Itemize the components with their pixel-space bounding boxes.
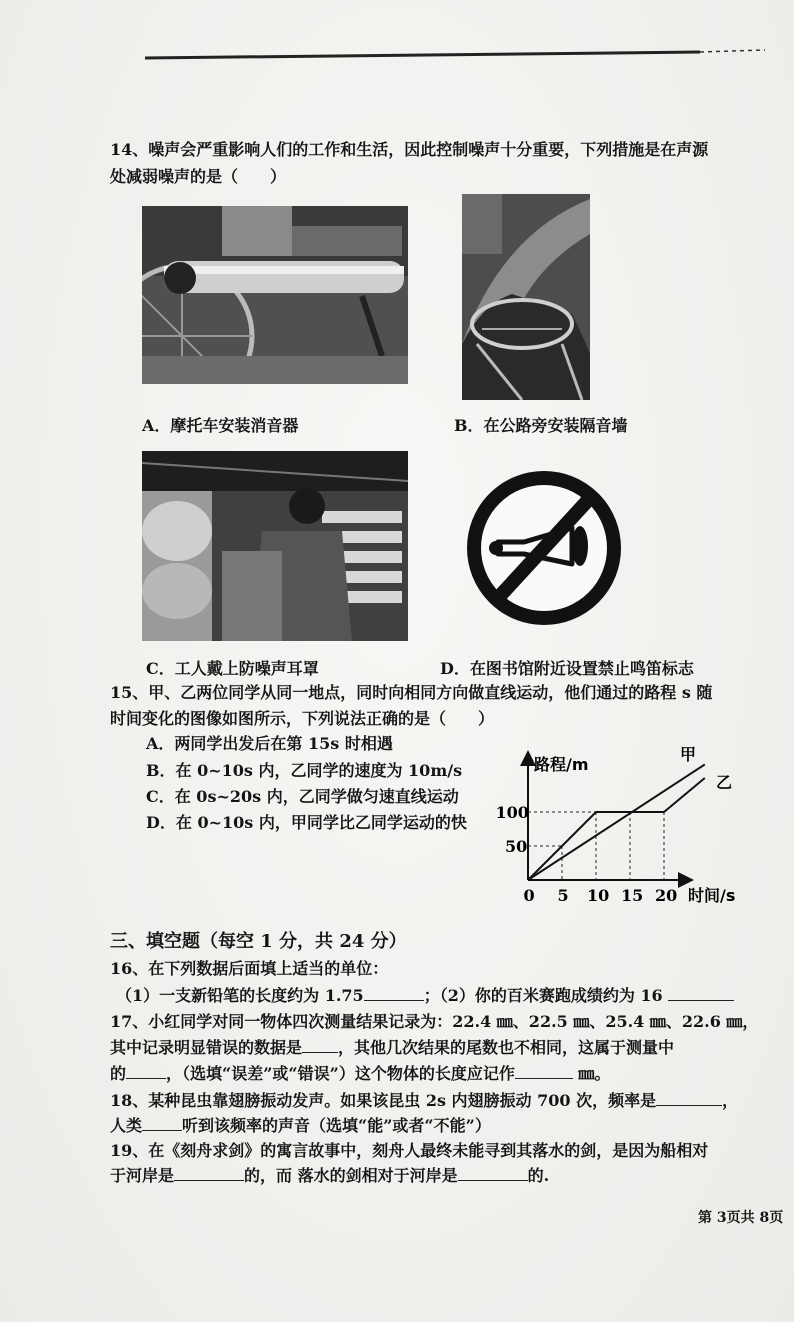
distance-time-chart xyxy=(490,740,750,910)
x-tick-5: 5 xyxy=(557,886,569,905)
q16-stem: 16、在下列数据后面填上适当的单位： xyxy=(110,959,389,978)
series-line-1 xyxy=(528,778,705,880)
page-number: 第 3页共 8页 xyxy=(698,1210,784,1226)
q16-blank-2[interactable] xyxy=(668,986,734,1001)
q16-part1: （1）一支新铅笔的长度约为 1.75 xyxy=(116,986,364,1005)
q15-option-a: A．两同学出发后在第 15s 时相遇 xyxy=(146,734,393,753)
q14-option-c: C．工人戴上防噪声耳罩 xyxy=(146,659,319,678)
q17-blank-1[interactable] xyxy=(302,1038,338,1053)
q14-option-d: D．在图书馆附近设置禁止鸣笛标志 xyxy=(440,659,694,678)
q15-option-c: C．在 0s~20s 内，乙同学做匀速直线运动 xyxy=(146,787,459,806)
q18-text-d: 听到该频率的声音（选填“能”或者“不能”） xyxy=(182,1116,491,1135)
q15-stem-line1: 15、甲、乙两位同学从同一地点，同时向相同方向做直线运动，他们通过的路程 s 随 xyxy=(110,683,713,702)
q17-text-e: ㎜。 xyxy=(578,1064,611,1083)
q18-blank-2[interactable] xyxy=(142,1116,182,1131)
q19-blank-2[interactable] xyxy=(458,1166,528,1181)
q19-line2 xyxy=(110,1166,549,1186)
q16-blank-1[interactable] xyxy=(364,986,424,1001)
y-axis-label: 路程/m xyxy=(534,755,589,774)
q17-text-a: 其中记录明显错误的数据是 xyxy=(110,1038,303,1057)
section-3-title: 三、填空题（每空 1 分，共 24 分） xyxy=(110,931,407,952)
q18-blank-1[interactable] xyxy=(656,1091,722,1106)
q17-text-d: ，（选填“误差”或“错误”）这个物体的长度应记作 xyxy=(166,1064,515,1083)
q14-option-a: A．摩托车安装消音器 xyxy=(142,416,299,435)
q15-option-b: B．在 0~10s 内，乙同学的速度为 10m/s xyxy=(146,761,463,780)
x-tick-0: 0 xyxy=(523,886,535,905)
q19-blank-1[interactable] xyxy=(174,1166,244,1181)
q17-blank-2[interactable] xyxy=(126,1064,166,1079)
q17-line1: 17、小红同学对同一物体四次测量结果记录为：22.4 ㎜、22.5 ㎜、25.4 ㎜、22.6 ㎜， xyxy=(110,1012,759,1031)
q19-line1: 19、在《刻舟求剑》的寓言故事中，刻舟人最终未能寻到其落水的剑，是因为船相对 xyxy=(110,1141,709,1160)
q17-blank-3[interactable] xyxy=(515,1064,573,1079)
q18-line2 xyxy=(110,1116,491,1136)
q18-text-a: 18、某种昆虫靠翅膀振动发声。如果该昆虫 2s 内翅膀振动 700 次，频率是 xyxy=(110,1091,657,1110)
y-tick-100: 100 xyxy=(495,803,529,822)
x-tick-15: 15 xyxy=(621,886,644,905)
q19-text-c: 的. xyxy=(527,1166,550,1185)
q16-line xyxy=(116,986,734,1006)
x-axis-label: 时间/s xyxy=(688,886,736,905)
y-tick-50: 50 xyxy=(505,837,528,856)
header-rule xyxy=(140,40,770,70)
motorcycle-muffler-photo xyxy=(142,206,408,384)
q15-option-d: D．在 0~10s 内，甲同学比乙同学运动的快 xyxy=(146,813,467,832)
q18-text-c: 人类 xyxy=(110,1116,143,1135)
factory-worker-photo xyxy=(142,451,408,641)
q18-text-b: ， xyxy=(722,1091,739,1110)
q19-text-a: 于河岸是 xyxy=(110,1166,175,1185)
series-line-0 xyxy=(528,764,705,880)
q16-part2: ；（2）你的百米赛跑成绩约为 16 xyxy=(423,986,663,1005)
x-tick-20: 20 xyxy=(655,886,678,905)
series-label-jia: 甲 xyxy=(680,745,697,764)
noise-barrier-photo xyxy=(462,194,590,400)
q17-text-c: 的 xyxy=(110,1064,127,1083)
q17-text-b: ，其他几次结果的尾数也不相同，这属于测量中 xyxy=(338,1038,675,1057)
series-label-yi: 乙 xyxy=(716,773,733,792)
q15-stem-line2: 时间变化的图像如图所示，下列说法正确的是（ ） xyxy=(110,709,495,728)
q17-line3 xyxy=(110,1064,610,1084)
q14-option-b: B．在公路旁安装隔音墙 xyxy=(454,416,628,435)
q14-stem-line2: 处减弱噪声的是（ ） xyxy=(110,167,287,186)
no-horn-sign-icon xyxy=(462,466,626,630)
q19-text-b: 的，而 落水的剑相对于河岸是 xyxy=(244,1166,458,1185)
x-tick-10: 10 xyxy=(587,886,610,905)
q18-line1 xyxy=(110,1091,738,1111)
q17-line2 xyxy=(110,1038,674,1058)
q14-stem-line1: 14、噪声会严重影响人们的工作和生活，因此控制噪声十分重要，下列措施是在声源 xyxy=(110,140,709,159)
